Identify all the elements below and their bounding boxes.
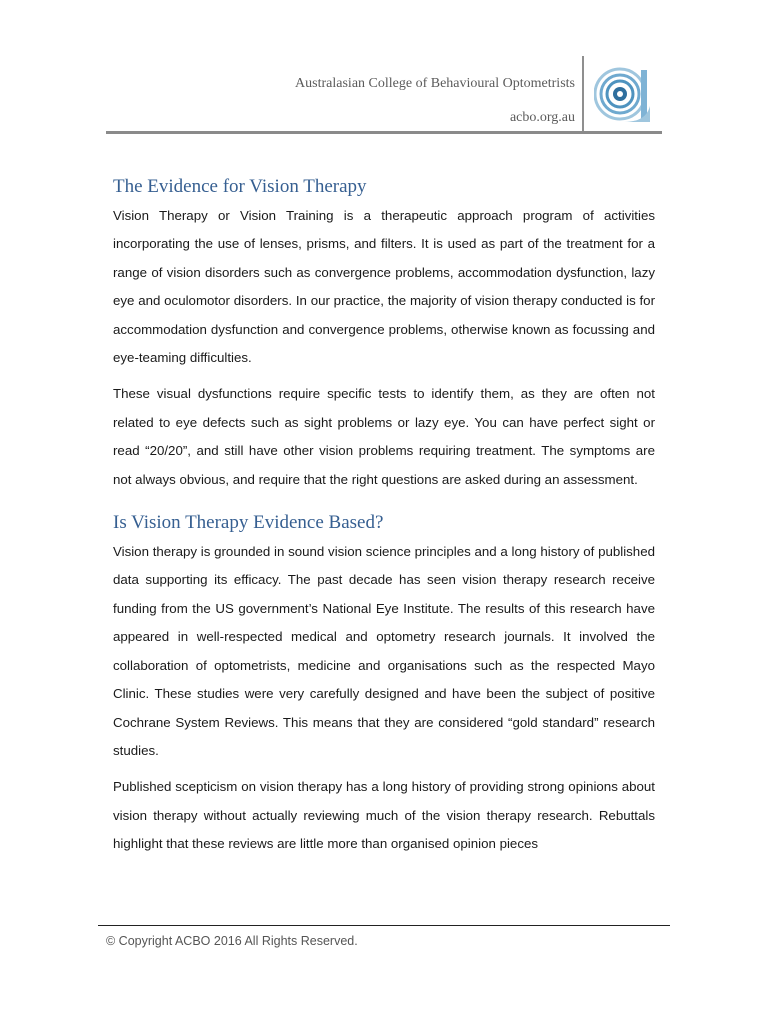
footer-rule xyxy=(98,925,670,926)
document-body xyxy=(113,172,655,867)
paragraph: Published scepticism on vision therapy has a long history of providing strong opinions about vision therapy without actually reviewing much of the vision therapy research. Rebuttals highlight that these reviews are little more than organised opinion pieces xyxy=(113,779,655,852)
section-evidence xyxy=(113,172,655,494)
acbo-logo-icon xyxy=(594,66,654,126)
paragraph: Vision therapy is grounded in sound vision science principles and a long history of published data supporting its efficacy. The past decade has seen vision therapy research receive funding from the US government’s National Eye Institute. The results of this research have appeared in well-respected medical and optometry research journals. It involved the collaboration of optometrists, medicine and organisations such as the respected Mayo Clinic. These studies were very carefully designed and have been the subject of positive Cochrane System Reviews. This means that they are considered “gold standard” research studies. xyxy=(113,544,655,758)
section-evidence-based xyxy=(113,508,655,858)
section-heading: Is Vision Therapy Evidence Based? xyxy=(113,512,384,534)
page-header xyxy=(106,54,662,134)
copyright-notice: © Copyright ACBO 2016 All Rights Reserved. xyxy=(106,934,358,948)
header-rule xyxy=(106,131,662,134)
section-heading: The Evidence for Vision Therapy xyxy=(113,176,367,197)
organization-name: Australasian College of Behavioural Optometrists xyxy=(295,76,575,91)
paragraph: These visual dysfunctions require specific tests to identify them, as they are often not related to eye defects such as sight problems or lazy eye. You can have perfect sight or read “20/20”, and still have other vision problems requiring treatment. The symptoms are not always obvious, and require that the right questions are asked during an assessment. xyxy=(113,386,655,487)
website-link[interactable]: acbo.org.au xyxy=(509,110,575,125)
paragraph: Vision Therapy or Vision Training is a therapeutic approach program of activities incorporating the use of lenses, prisms, and filters. It is used as part of the treatment for a range of vision disorders such as convergence problems, accommodation dysfunction, lazy eye and oculomotor disorders. In our practice, the majority of vision therapy conducted is for accommodation dysfunction and convergence problems, otherwise known as focussing and eye-teaming difficulties. xyxy=(113,208,655,366)
header-divider xyxy=(582,56,584,134)
